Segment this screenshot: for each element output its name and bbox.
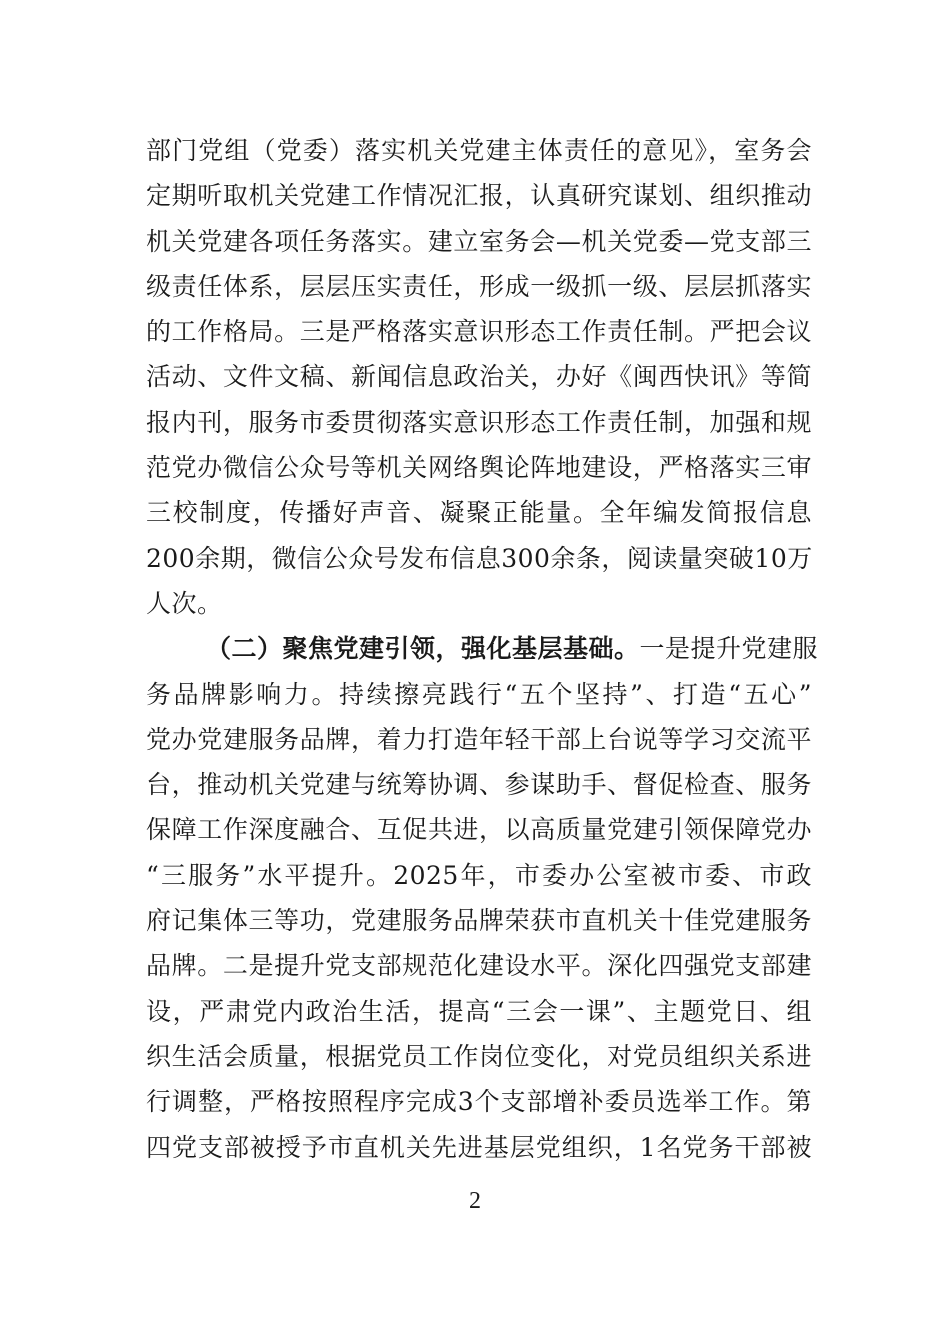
text-line: 200余期，微信公众号发布信息300余条，阅读量突破10万 [146, 543, 813, 573]
text-line: 部门党组（党委）落实机关党建主体责任的意见》，室务会 [146, 136, 812, 165]
section-heading: （二）聚焦党建引领，强化基层基础。 [206, 634, 640, 664]
text-line: 品牌。二是提升党支部规范化建设水平。深化四强党支部建 [146, 951, 812, 981]
text-line: 级责任体系，层层压实责任，形成一级抓一级、层层抓落实 [146, 271, 812, 301]
text-line: 活动、文件文稿、新闻信息政治关，办好《闽西快讯》等简 [146, 362, 812, 392]
text-line: 务品牌影响力。持续擦亮践行“五个坚持”、打造“五心” [146, 679, 812, 709]
text-line: 报内刊，服务市委贯彻落实意识形态工作责任制，加强和规 [146, 407, 812, 437]
page-number: 2 [469, 1188, 481, 1214]
text-line: 织生活会质量，根据党员工作岗位变化，对党员组织关系进 [146, 1041, 812, 1071]
text-line: 保障工作深度融合、互促共进，以高质量党建引领保障党办 [146, 815, 812, 845]
text-line: 定期听取机关党建工作情况汇报，认真研究谋划、组织推动 [146, 181, 812, 211]
paragraph-2-first-line [146, 626, 819, 671]
text-line: 台，推动机关党建与统筹协调、参谋助手、督促检查、服务 [146, 770, 812, 800]
text-line: 范党办微信公众号等机关网络舆论阵地建设，严格落实三审 [146, 453, 812, 483]
text-line: 的工作格局。三是严格落实意识形态工作责任制。严把会议 [146, 317, 812, 347]
text-line: 机关党建各项任务落实。建立室务会—机关党委—党支部三 [146, 226, 812, 256]
text-line: 府记集体三等功，党建服务品牌荣获市直机关十佳党建服务 [146, 906, 812, 936]
text-line: 人次。 [146, 588, 223, 618]
text-line: 行调整，严格按照程序完成3个支部增补委员选举工作。第 [146, 1087, 812, 1117]
text-line: 党办党建服务品牌，着力打造年轻干部上台说等学习交流平 [146, 724, 812, 754]
text-line: 设，严肃党内政治生活，提高“三会一课”、主题党日、组 [146, 996, 812, 1026]
text-line: 四党支部被授予市直机关先进基层党组织，1名党务干部被 [146, 1132, 812, 1162]
paragraph-2 [146, 626, 819, 1170]
document-body [146, 128, 819, 1170]
text-span: 一是提升党建服 [639, 634, 819, 664]
text-line: 三校制度，传播好声音、凝聚正能量。全年编发简报信息 [146, 498, 812, 528]
text-line: “三服务”水平提升。2025年，市委办公室被市委、市政 [146, 860, 812, 890]
paragraph-1 [146, 128, 812, 626]
